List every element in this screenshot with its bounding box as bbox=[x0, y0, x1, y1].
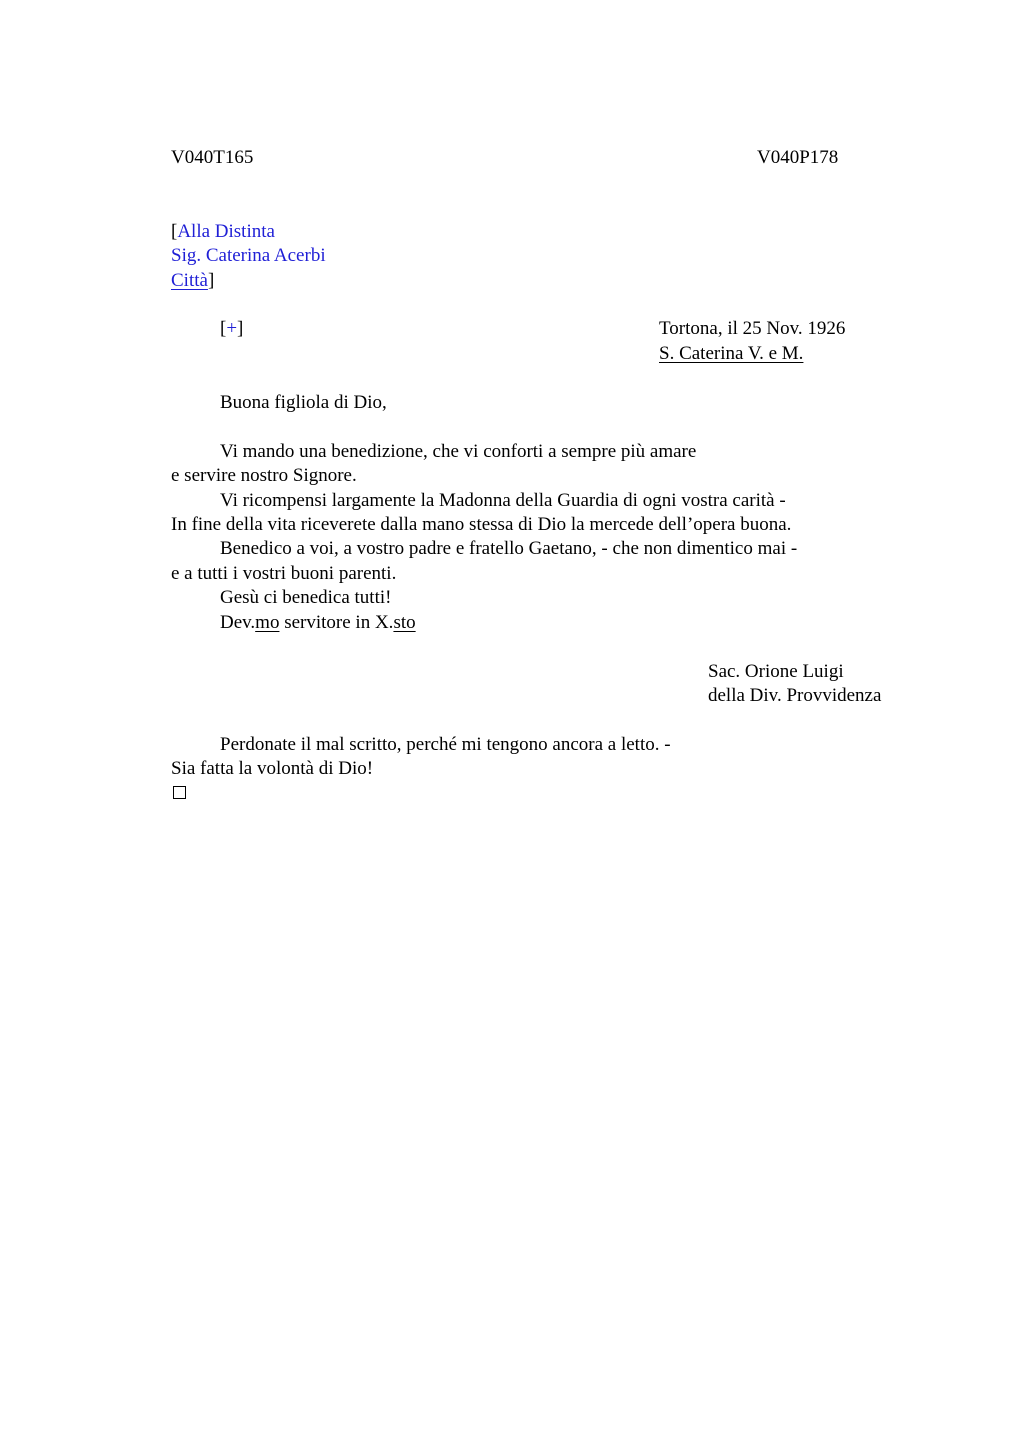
closing-abbrev-1: mo bbox=[255, 612, 280, 633]
feast-day: S. Caterina V. e M. bbox=[659, 343, 804, 364]
end-marker-square-icon bbox=[173, 786, 186, 799]
address-open-bracket: [ bbox=[171, 221, 178, 242]
cross-icon: + bbox=[226, 318, 238, 339]
place-date: Tortona, il 25 Nov. 1926 bbox=[659, 318, 846, 339]
document-code-left: V040T165 bbox=[171, 147, 254, 168]
postscript-line-2: Sia fatta la volontà di Dio! bbox=[171, 758, 374, 779]
address-line-1 bbox=[171, 220, 275, 244]
closing-prefix: Dev. bbox=[220, 612, 256, 633]
address-recipient-name: Sig. Caterina Acerbi bbox=[171, 245, 326, 266]
closing-abbrev-2: sto bbox=[393, 612, 416, 633]
paragraph-3-line-1: Benedico a voi, a vostro padre e fratello Gaetano, - che non dimentico mai - bbox=[220, 538, 798, 559]
cross-mark bbox=[220, 317, 243, 341]
closing-formula bbox=[220, 611, 416, 635]
paragraph-3-line-2: e a tutti i vostri buoni parenti. bbox=[171, 563, 397, 584]
paragraph-4: Gesù ci benedica tutti! bbox=[220, 587, 392, 608]
closing-middle: servitore in X. bbox=[279, 612, 394, 633]
address-recipient-title: Alla Distinta bbox=[177, 221, 275, 242]
greeting: Buona figliola di Dio, bbox=[220, 392, 387, 413]
address-line-3 bbox=[171, 269, 214, 293]
postscript-line-1: Perdonate il mal scritto, perché mi tengono ancora a letto. - bbox=[220, 734, 671, 755]
paragraph-1-line-2: e servire nostro Signore. bbox=[171, 465, 357, 486]
cross-close-bracket: ] bbox=[237, 318, 244, 339]
document-code-right: V040P178 bbox=[757, 147, 839, 168]
address-close-bracket: ] bbox=[207, 270, 215, 291]
paragraph-2-line-1: Vi ricompensi largamente la Madonna della Guardia di ogni vostra carità - bbox=[220, 490, 786, 511]
signature-name: Sac. Orione Luigi bbox=[708, 661, 844, 682]
paragraph-2-line-2: In fine della vita riceverete dalla mano stessa di Dio la mercede dell’opera buona. bbox=[171, 514, 792, 535]
paragraph-1-line-1: Vi mando una benedizione, che vi conforti a sempre più amare bbox=[220, 441, 697, 462]
cross-open-bracket: [ bbox=[220, 318, 227, 339]
signature-title: della Div. Provvidenza bbox=[708, 685, 882, 706]
address-city-link[interactable]: Città bbox=[171, 270, 208, 291]
